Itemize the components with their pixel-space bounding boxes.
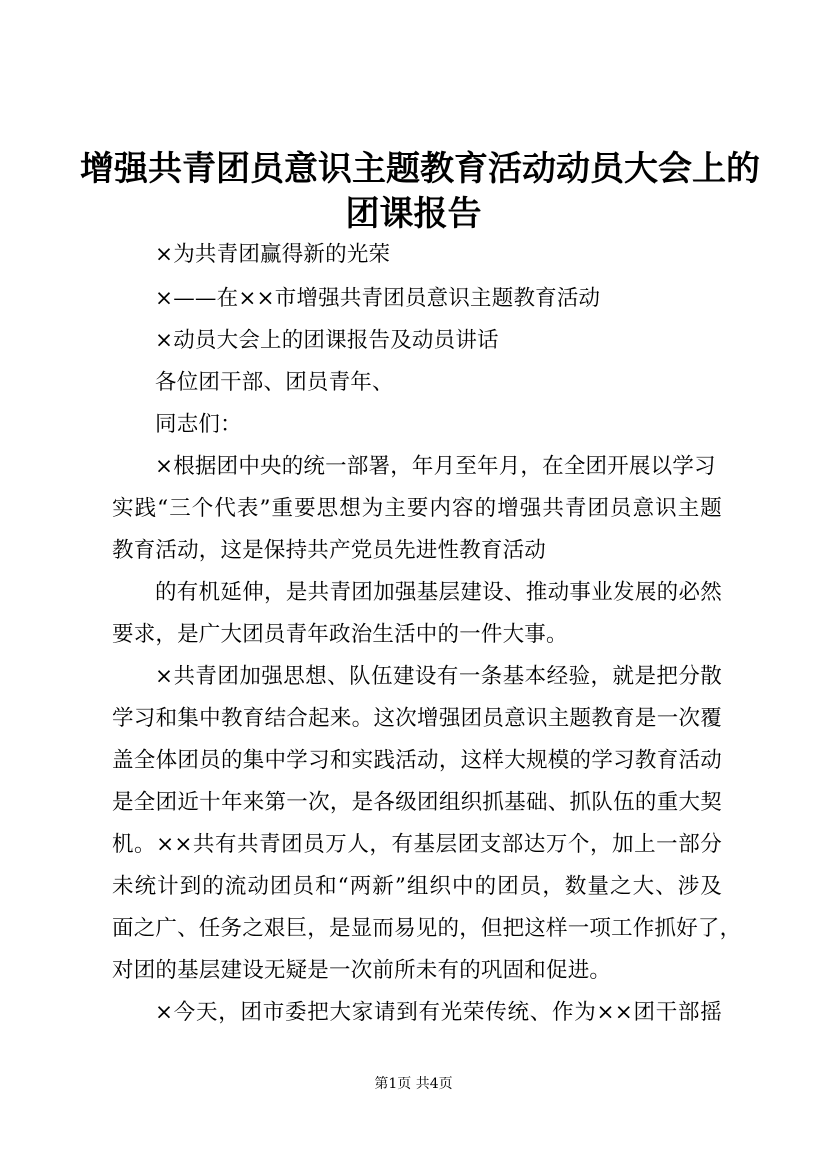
paragraph-line: 未统计到的流动团员和“两新”组织中的团员，数量之大、涉及 [112, 874, 722, 899]
paragraph-line: 的有机延伸，是共青团加强基层建设、推动事业发展的必然 [155, 580, 722, 605]
subtitle-line: ×——在××市增强共青团员意识主题教育活动 [155, 286, 601, 311]
page-footer: 第1页 共4页 [374, 1076, 453, 1092]
paragraph-line: 面之广、任务之艰巨，是显而易见的，但把这样一项工作抓好了， [112, 916, 742, 941]
paragraph-line: 实践“三个代表”重要思想为主要内容的增强共青团员意识主题 [112, 496, 722, 521]
subtitle-line: ×为共青团赢得新的光荣 [155, 242, 391, 267]
paragraph-line: ×根据团中央的统一部署，年月至年月，在全团开展以学习 [155, 454, 716, 479]
document-title-line-2: 团课报告 [345, 194, 482, 234]
paragraph-line: 机。××共有共青团员万人，有基层团支部达万个，加上一部分 [112, 832, 722, 857]
salutation-line: 各位团干部、团员青年、 [155, 370, 394, 395]
paragraph-line: 对团的基层建设无疑是一次前所未有的巩固和促进。 [112, 958, 612, 983]
paragraph-line: 教育活动，这是保持共产党员先进性教育活动 [112, 538, 547, 563]
paragraph-line: 是全团近十年来第一次，是各级团组织抓基础、抓队伍的重大契 [112, 790, 722, 815]
paragraph-line: ×今天，团市委把大家请到有光荣传统、作为××团干部摇 [155, 1000, 722, 1025]
paragraph-line: 要求，是广大团员青年政治生活中的一件大事。 [112, 622, 568, 647]
paragraph-line: 学习和集中教育结合起来。这次增强团员意识主题教育是一次覆 [112, 706, 722, 731]
paragraph-line: 盖全体团员的集中学习和实践活动，这样大规模的学习教育活动 [112, 748, 722, 773]
subtitle-line: ×动员大会上的团课报告及动员讲话 [155, 328, 499, 353]
document-title-line-1: 增强共青团员意识主题教育活动动员大会上的 [80, 149, 760, 189]
salutation-line: 同志们： [155, 412, 242, 437]
paragraph-line: ×共青团加强思想、队伍建设有一条基本经验，就是把分散 [155, 664, 722, 689]
